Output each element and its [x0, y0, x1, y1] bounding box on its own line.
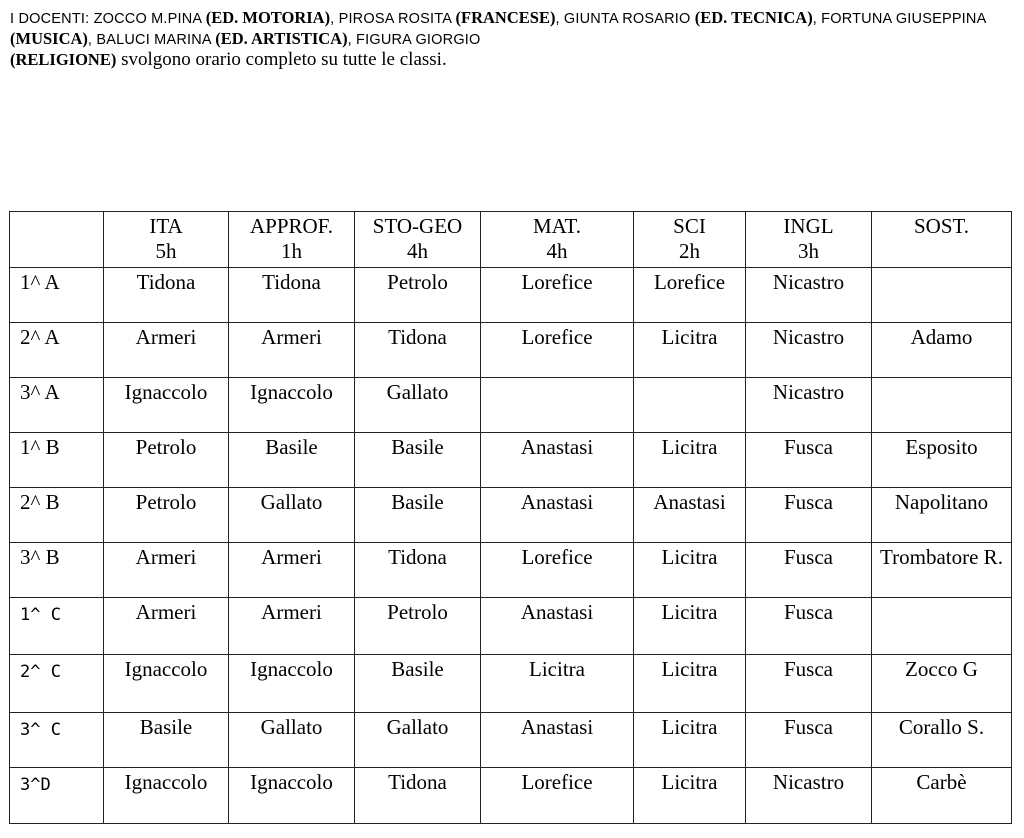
teacher-cell: Fusca	[746, 433, 872, 488]
intro-subject: (FRANCESE)	[455, 8, 556, 27]
column-header-hours: 4h	[546, 239, 568, 263]
intro-subject: (MUSICA)	[10, 29, 88, 48]
column-header-name: INGL	[783, 214, 834, 238]
column-header	[10, 212, 104, 268]
teacher-cell: Anastasi	[481, 598, 634, 655]
intro-text: , PIROSA ROSITA	[330, 11, 456, 27]
teacher-cell: Ignaccolo	[229, 768, 355, 824]
teacher-cell: Licitra	[634, 768, 746, 824]
class-label: 2^ B	[10, 488, 104, 543]
class-label: 3^D	[10, 768, 104, 824]
teacher-cell: Armeri	[229, 323, 355, 378]
teacher-cell: Fusca	[746, 488, 872, 543]
teacher-cell	[872, 598, 1012, 655]
intro-subject: (ED. ARTISTICA)	[215, 29, 348, 48]
teacher-cell: Basile	[355, 488, 481, 543]
teacher-cell: Gallato	[355, 378, 481, 433]
intro-paragraph	[10, 8, 1000, 70]
class-label: 3^ C	[10, 713, 104, 768]
teacher-cell: Tidona	[104, 268, 229, 323]
teacher-cell: Adamo	[872, 323, 1012, 378]
column-header-name: STO-GEO	[372, 214, 463, 238]
column-header-name: SOST.	[913, 214, 970, 238]
table-row	[10, 655, 1012, 713]
teacher-cell: Armeri	[104, 543, 229, 598]
teacher-cell: Nicastro	[746, 268, 872, 323]
teacher-cell: Armeri	[229, 598, 355, 655]
column-header	[355, 212, 481, 268]
teacher-cell: Anastasi	[481, 713, 634, 768]
teacher-cell: Ignaccolo	[229, 655, 355, 713]
intro-text: , GIUNTA ROSARIO	[555, 11, 695, 27]
teacher-cell: Ignaccolo	[104, 768, 229, 824]
teacher-cell: Licitra	[634, 433, 746, 488]
teacher-cell: Licitra	[634, 713, 746, 768]
teacher-cell	[872, 268, 1012, 323]
column-header	[746, 212, 872, 268]
intro-subject: (RELIGIONE)	[10, 50, 117, 69]
teacher-cell: Ignaccolo	[104, 378, 229, 433]
teacher-cell	[872, 378, 1012, 433]
teacher-cell: Lorefice	[634, 268, 746, 323]
teacher-cell: Anastasi	[481, 488, 634, 543]
teacher-cell: Basile	[355, 655, 481, 713]
class-label: 2^ A	[10, 323, 104, 378]
column-header	[634, 212, 746, 268]
intro-text: , BALUCI MARINA	[87, 32, 216, 48]
table-row	[10, 268, 1012, 323]
teacher-cell: Petrolo	[104, 433, 229, 488]
teacher-cell: Basile	[104, 713, 229, 768]
class-label: 2^ C	[10, 655, 104, 713]
column-header-name: MAT.	[532, 214, 582, 238]
teacher-cell: Anastasi	[634, 488, 746, 543]
teacher-cell: Corallo S.	[872, 713, 1012, 768]
teacher-cell: Napolitano	[872, 488, 1012, 543]
column-header-hours: 1h	[281, 239, 302, 263]
teacher-cell: Gallato	[355, 713, 481, 768]
intro-text: , FORTUNA GIUSEPPINA	[812, 11, 986, 27]
teacher-cell: Petrolo	[355, 598, 481, 655]
teacher-cell: Carbè	[872, 768, 1012, 824]
teacher-cell: Nicastro	[746, 378, 872, 433]
column-header-hours: 2h	[679, 239, 700, 263]
table-row	[10, 433, 1012, 488]
schedule-table	[9, 211, 1012, 824]
teacher-cell: Licitra	[481, 655, 634, 713]
intro-text: I DOCENTI: ZOCCO M.PINA	[10, 11, 206, 27]
teacher-cell: Nicastro	[746, 768, 872, 824]
column-header	[481, 212, 634, 268]
table-row	[10, 598, 1012, 655]
class-label: 3^ A	[10, 378, 104, 433]
table-row	[10, 713, 1012, 768]
teacher-cell: Trombatore R.	[872, 543, 1012, 598]
teacher-cell: Fusca	[746, 598, 872, 655]
teacher-cell: Lorefice	[481, 323, 634, 378]
teacher-cell: Gallato	[229, 488, 355, 543]
teacher-cell	[634, 378, 746, 433]
column-header-hours: 4h	[407, 239, 428, 263]
teacher-cell	[481, 378, 634, 433]
column-header-hours: 3h	[798, 239, 819, 263]
intro-subject: (ED. TECNICA)	[694, 8, 813, 27]
teacher-cell: Tidona	[229, 268, 355, 323]
teacher-cell: Esposito	[872, 433, 1012, 488]
teacher-cell: Fusca	[746, 543, 872, 598]
teacher-cell: Gallato	[229, 713, 355, 768]
header-row	[10, 212, 1012, 268]
table-row	[10, 323, 1012, 378]
column-header	[872, 212, 1012, 268]
teacher-cell: Armeri	[104, 323, 229, 378]
teacher-cell: Basile	[229, 433, 355, 488]
teacher-cell: Tidona	[355, 768, 481, 824]
class-label: 3^ B	[10, 543, 104, 598]
column-header-hours: 5h	[155, 239, 177, 263]
intro-subject: (ED. MOTORIA)	[205, 8, 331, 27]
teacher-cell: Armeri	[229, 543, 355, 598]
teacher-cell: Lorefice	[481, 768, 634, 824]
teacher-cell: Licitra	[634, 655, 746, 713]
teacher-cell: Anastasi	[481, 433, 634, 488]
table-row	[10, 543, 1012, 598]
table-row	[10, 378, 1012, 433]
intro-text: svolgono orario completo su tutte le classi.	[116, 49, 447, 70]
teacher-cell: Tidona	[355, 323, 481, 378]
teacher-cell: Fusca	[746, 655, 872, 713]
intro-text: , FIGURA GIORGIO	[347, 32, 481, 48]
teacher-cell: Tidona	[355, 543, 481, 598]
teacher-cell: Zocco G	[872, 655, 1012, 713]
teacher-cell: Armeri	[104, 598, 229, 655]
teacher-cell: Petrolo	[355, 268, 481, 323]
column-header	[104, 212, 229, 268]
column-header-name: APPROF.	[250, 214, 333, 238]
column-header-name: ITA	[149, 214, 183, 238]
teacher-cell: Basile	[355, 433, 481, 488]
teacher-cell: Fusca	[746, 713, 872, 768]
table-row	[10, 768, 1012, 824]
class-label: 1^ A	[10, 268, 104, 323]
teacher-cell: Ignaccolo	[104, 655, 229, 713]
teacher-cell: Lorefice	[481, 543, 634, 598]
column-header-name: SCI	[673, 214, 706, 238]
teacher-cell: Nicastro	[746, 323, 872, 378]
teacher-cell: Licitra	[634, 543, 746, 598]
column-header	[229, 212, 355, 268]
class-label: 1^ B	[10, 433, 104, 488]
teacher-cell: Ignaccolo	[229, 378, 355, 433]
class-label: 1^ C	[10, 598, 104, 655]
teacher-cell: Lorefice	[481, 268, 634, 323]
table-row	[10, 488, 1012, 543]
teacher-cell: Licitra	[634, 323, 746, 378]
teacher-cell: Licitra	[634, 598, 746, 655]
teacher-cell: Petrolo	[104, 488, 229, 543]
